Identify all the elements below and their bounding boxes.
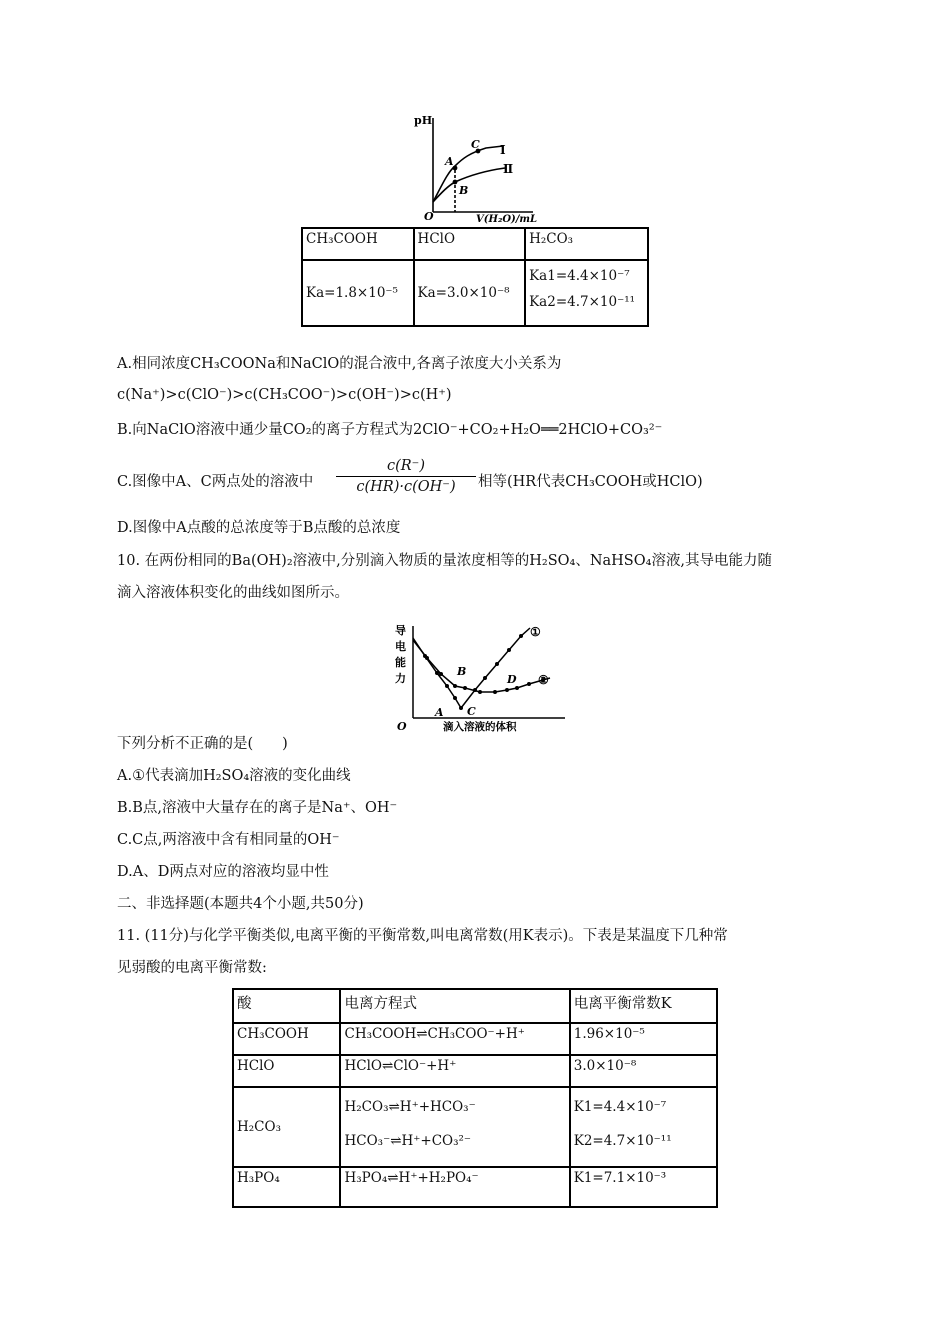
- ionization-equation: H₃PO₄⇌H⁺+H₂PO₄⁻: [340, 1167, 569, 1207]
- ka-table-header: H₂CO₃: [525, 228, 648, 260]
- ka-value-hclo: Ka=3.0×10⁻⁸: [414, 260, 526, 326]
- q11-stem-line2: 见弱酸的电离平衡常数:: [117, 960, 267, 976]
- q9-fraction: [336, 458, 476, 495]
- q9-fraction-numerator: c(R⁻): [336, 458, 476, 477]
- acid-name: CH₃COOH: [233, 1023, 340, 1055]
- point-c-label: C: [471, 138, 480, 151]
- table-header-constant: 电离平衡常数K: [570, 989, 717, 1023]
- curve-I-label: Ⅰ: [500, 143, 506, 157]
- y-axis-label-char1: 导: [395, 624, 406, 637]
- point-c-label: C: [467, 705, 476, 718]
- ka2-value-h2co3: Ka2=4.7×10⁻¹¹: [529, 294, 636, 310]
- ionization-equation: H₂CO₃⇌H⁺+HCO₃⁻: [344, 1099, 476, 1115]
- ka-table-header: HClO: [414, 228, 526, 260]
- acid-name: HClO: [233, 1055, 340, 1087]
- q9-option-a-line1: A.相同浓度CH₃COONa和NaClO的混合液中,各离子浓度大小关系为: [117, 356, 562, 372]
- ka1-value-h2co3: Ka1=4.4×10⁻⁷: [529, 268, 630, 284]
- ph-dilution-figure: [408, 108, 548, 230]
- ionization-constant: 1.96×10⁻⁵: [570, 1023, 717, 1055]
- q10-option-a: A.①代表滴加H₂SO₄溶液的变化曲线: [117, 768, 351, 784]
- ionization-equation: CH₃COOH⇌CH₃COO⁻+H⁺: [340, 1023, 569, 1055]
- curve-II: [433, 168, 505, 202]
- ka-table: [301, 227, 649, 327]
- curve-II-label: Ⅱ: [503, 162, 514, 176]
- point-a-label: A: [435, 706, 444, 719]
- conductivity-figure: [385, 618, 580, 736]
- q9-option-c-suffix: 相等(HR代表CH₃COOH或HClO): [478, 474, 703, 490]
- ionization-equation: HCO₃⁻⇌H⁺+CO₃²⁻: [344, 1133, 472, 1149]
- table-header-acid: 酸: [233, 989, 340, 1023]
- table-row: [233, 1023, 717, 1055]
- ionization-constant: K1=4.4×10⁻⁷: [573, 1099, 667, 1115]
- curve-1: [413, 628, 530, 708]
- q9-option-c-prefix: C.图像中A、C两点处的溶液中: [117, 474, 314, 490]
- q9-option-a-line2: c(Na⁺)>c(ClO⁻)>c(CH₃COO⁻)>c(OH⁻)>c(H⁺): [117, 387, 452, 403]
- ionization-constant-table: [232, 988, 718, 1208]
- q10-option-d: D.A、D两点对应的溶液均显中性: [117, 864, 329, 880]
- q10-stem-line1: 10. 在两份相同的Ba(OH)₂溶液中,分别滴入物质的量浓度相等的H₂SO₄、NaHSO₄溶液,其导电能力随: [117, 553, 773, 569]
- point-b-dot: [453, 180, 458, 185]
- point-a-label: A: [445, 155, 454, 168]
- point-d-label: D: [507, 673, 517, 686]
- y-axis-label-char4: 力: [395, 672, 406, 685]
- q10-prompt: 下列分析不正确的是( ): [117, 736, 288, 752]
- acid-name: H₃PO₄: [233, 1167, 340, 1207]
- y-axis-label: pH: [414, 114, 433, 127]
- point-b-label: B: [457, 665, 467, 678]
- y-axis-label-char3: 能: [395, 656, 406, 669]
- origin-label: O: [397, 720, 407, 733]
- ionization-constant: 3.0×10⁻⁸: [570, 1055, 717, 1087]
- ionization-constant: K2=4.7×10⁻¹¹: [573, 1133, 672, 1149]
- q10-option-b: B.B点,溶液中大量存在的离子是Na⁺、OH⁻: [117, 800, 398, 816]
- ionization-equation: HClO⇌ClO⁻+H⁺: [340, 1055, 569, 1087]
- q10-option-c: C.C点,两溶液中含有相同量的OH⁻: [117, 832, 340, 848]
- table-header-equation: 电离方程式: [340, 989, 569, 1023]
- q9-fraction-denominator: c(HR)·c(OH⁻): [356, 479, 456, 495]
- acid-name: H₂CO₃: [233, 1087, 340, 1167]
- q9-option-b: B.向NaClO溶液中通少量CO₂的离子方程式为2ClO⁻+CO₂+H₂O══2HClO+CO₃²⁻: [117, 422, 663, 438]
- x-axis-label: V(H₂O)/mL: [476, 214, 538, 225]
- ionization-constant: K1=7.1×10⁻³: [570, 1167, 717, 1207]
- point-b-label: B: [459, 184, 469, 197]
- table-row: [233, 1087, 717, 1167]
- x-axis-label: 滴入溶液的体积: [443, 721, 517, 733]
- ka-table-header: CH₃COOH: [302, 228, 414, 260]
- curve-1-label: ①: [530, 625, 541, 639]
- q10-stem-line2: 滴入溶液体积变化的曲线如图所示。: [117, 585, 349, 601]
- q11-stem-line1: 11. (11分)与化学平衡类似,电离平衡的平衡常数,叫电离常数(用K表示)。下表是某温度下几种常: [117, 928, 728, 944]
- y-axis-label-char2: 电: [395, 640, 406, 653]
- q9-option-d: D.图像中A点酸的总浓度等于B点酸的总浓度: [117, 520, 401, 536]
- ka-value-ch3cooh: Ka=1.8×10⁻⁵: [302, 260, 414, 326]
- section-heading: 二、非选择题(本题共4个小题,共50分): [117, 896, 364, 912]
- table-row: [233, 1055, 717, 1087]
- curve-2-label: ②: [538, 673, 549, 687]
- origin-label: O: [424, 210, 434, 223]
- table-row: [233, 1167, 717, 1207]
